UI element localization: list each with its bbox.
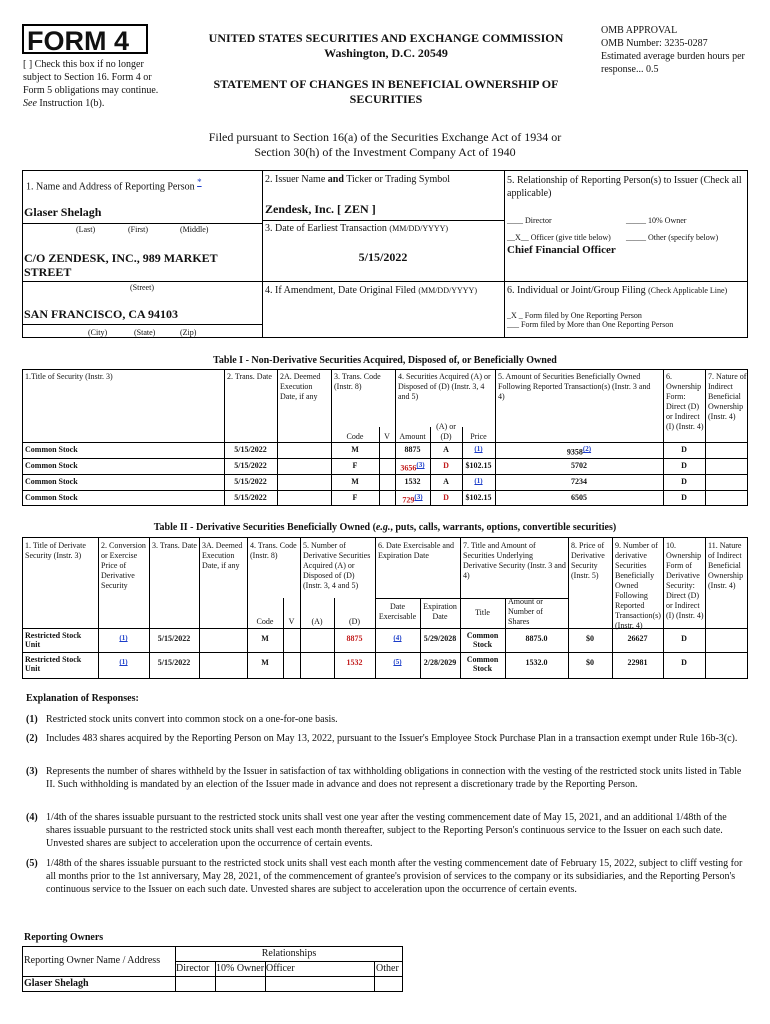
t1-security: Common Stock: [25, 461, 78, 470]
owners-col-other: Other: [376, 963, 399, 974]
t2-disposed: 1532: [346, 658, 363, 667]
t2-date: 5/15/2022: [157, 634, 191, 643]
owners-col-officer: Officer: [266, 963, 295, 974]
t2-price: $0: [586, 658, 594, 667]
t1-owned: 5702: [571, 461, 587, 470]
t2-form: D: [681, 658, 687, 667]
filed-line-2: Section 30(h) of the Investment Company Act of 1940: [254, 145, 516, 159]
t1-h-owned: 5. Amount of Securities Beneficially Owned Following Reported Transaction(s) (Instr. 3 and 4): [498, 372, 651, 401]
t1-h-deemed: 2A. Deemed Execution Date, if any: [280, 372, 321, 401]
agency-location: Washington, D.C. 20549: [324, 46, 448, 60]
t2-h-owned: 9. Number of derivative Securities Beneficially Owned Following Reported Transaction(s) (Instr. 4): [615, 541, 661, 630]
t2-h-shares: Amount or Number of Shares: [508, 597, 543, 626]
t2-owned: 22981: [627, 658, 648, 667]
t2-h-price: 8. Price of Derivative Security (Instr. 5): [571, 541, 605, 580]
earliest-transaction-date: 5/15/2022: [358, 250, 408, 264]
note-number: (5): [26, 858, 38, 869]
box6-label: 6. Individual or Joint/Group Filing (Check Applicable Line): [507, 285, 728, 296]
note-text: 1/4th of the shares issuable pursuant to the restricted stock units shall vest one year after the vesting commencement date of May 15, 2021, and an additional 1/48th of the shares issuable pursuant to the restricted stock units shall vest each month thereafter, subject to the Reporting Person's continuous service to the Issuer on each such date. Unvested shares are subject to acceleration upon the occurrence of certain events.: [46, 812, 727, 849]
label-city: (City): [88, 328, 108, 337]
t1-ad: A: [443, 477, 449, 486]
owners-title: Reporting Owners: [24, 932, 104, 943]
t1-code: M: [351, 477, 359, 486]
t2-disposed: 8875: [346, 634, 363, 643]
t1-h-form: 6. Ownership Form: Direct (D) or Indirect (I) (Instr. 4): [666, 372, 704, 431]
t2-price: $0: [586, 634, 594, 643]
statement-title: STATEMENT OF CHANGES IN BENEFICIAL OWNERSHIP OF SECURITIES: [213, 77, 559, 106]
one-person-filing[interactable]: _X _ Form filed by One Reporting Person: [507, 311, 642, 320]
note-text: 1/48th of the shares issuable pursuant to the restricted stock units shall vest each month after the vesting commencement date of February 15, 2022, subject to cliff vesting for all months prior to the 1st anniversary, May 28, 2021, of the commencement of grantee's provision of services to the company or its subsidiaries, and the Reporting Person's continuous service to the Issuer on each such date. Unvested shares are subject to acceleration upon the occurrence of certain events.: [46, 858, 743, 895]
officer-title: Chief Financial Officer: [507, 244, 616, 256]
t2-h-title-sub: Title: [475, 608, 490, 617]
t2-date: 5/15/2022: [157, 658, 191, 667]
t1-date: 5/15/2022: [234, 461, 267, 470]
omb-approval: OMB APPROVAL: [601, 25, 678, 36]
t2-code: M: [261, 634, 269, 643]
t1-code: M: [351, 445, 359, 454]
t1-h-amount: Amount: [399, 432, 426, 441]
owners-col-relationships: Relationships: [261, 948, 317, 959]
t1-security: Common Stock: [25, 477, 78, 486]
director-check[interactable]: ____ Director: [507, 216, 552, 225]
label-first: (First): [128, 225, 148, 234]
t2-h-exercisable: 6. Date Exercisable and Expiration Date: [378, 541, 454, 560]
t2-h-exp: Expiration Date: [423, 602, 457, 621]
omb-box: [601, 24, 761, 76]
t2-h-v: V: [288, 617, 295, 626]
t1-owned: 6505: [571, 493, 587, 502]
t1-date: 5/15/2022: [234, 477, 267, 486]
t1-form: D: [681, 477, 687, 486]
reporting-person-street: C/O ZENDESK, INC., 989 MARKET STREET: [24, 251, 218, 279]
note-number: (4): [26, 812, 38, 823]
label-zip: (Zip): [180, 328, 197, 337]
form-title: FORM 4: [22, 24, 148, 54]
t1-h-title: 1.Title of Security (Instr. 3): [25, 372, 113, 381]
t1-h-price: Price: [470, 432, 487, 441]
agency-title: UNITED STATES SECURITIES AND EXCHANGE COMMISSION: [208, 31, 564, 45]
t1-amount: 1532: [404, 477, 421, 486]
label-street: (Street): [130, 283, 154, 292]
t2-expiration: 5/29/2028: [423, 634, 457, 643]
t1-h-code: 3. Trans. Code (Instr. 8): [334, 372, 381, 391]
t2-underlying-title: Common Stock: [466, 655, 499, 673]
t1-h-nature: 7. Nature of Indirect Beneficial Ownership (Instr. 4): [708, 372, 747, 421]
t2-underlying-title: Common Stock: [466, 631, 499, 649]
see-prefix: See: [23, 98, 37, 109]
explanation-title: Explanation of Responses:: [26, 693, 139, 704]
see-reference: Instruction 1(b).: [39, 98, 105, 109]
t2-expiration: 2/28/2029: [423, 658, 457, 667]
note-text: Restricted stock units convert into common stock on a one-for-one basis.: [46, 714, 338, 725]
check-box-text[interactable]: [ ] Check this box if no longer subject to Section 16. Form 4 or Form 5 obligations may continue.: [23, 59, 159, 96]
owners-col-director: Director: [176, 963, 210, 974]
t1-amount: 8875: [404, 445, 421, 454]
t2-h-conv: 2. Conversion or Exercise Price of Derivative Security: [101, 541, 146, 590]
issuer-name: Zendesk, Inc. [ ZEN ]: [265, 202, 376, 216]
check-box-note: [23, 58, 171, 110]
box2-label: 2. Issuer Name and Ticker or Trading Symbol: [265, 174, 451, 185]
footnote-link[interactable]: (1): [474, 445, 483, 453]
t2-security: Restricted Stock Unit: [25, 631, 82, 649]
t2-h-underlying: 7. Title and Amount of Securities Underlying Derivative Security (Instr. 3 and 4): [463, 541, 566, 580]
t2-shares: 1532.0: [525, 658, 548, 667]
t1-h-v: V: [384, 432, 390, 441]
explanation-note: [26, 811, 746, 850]
t2-h-d: (D): [348, 617, 361, 626]
table1-title: Table I - Non-Derivative Securities Acquired, Disposed of, or Beneficially Owned: [213, 355, 557, 366]
note-number: (2): [26, 733, 38, 744]
t1-date: 5/15/2022: [234, 493, 267, 502]
owners-col-name: Reporting Owner Name / Address: [24, 955, 161, 966]
officer-check[interactable]: __X__ Officer (give title below): [507, 233, 611, 242]
t2-exercisable-footnote[interactable]: (5): [393, 658, 402, 666]
t1-ad: A: [443, 445, 449, 454]
explanation-note: [26, 732, 746, 745]
owners-row-name: Glaser Shelagh: [24, 978, 89, 989]
filed-pursuant: [120, 130, 650, 160]
box4-label: 4. If Amendment, Date Original Filed (MM/DD/YYYY): [265, 285, 477, 296]
filed-line-1: Filed pursuant to Section 16(a) of the Securities Exchange Act of 1934 or: [208, 130, 562, 144]
t2-h-date: 3. Trans. Date: [152, 541, 197, 550]
t2-conversion-footnote[interactable]: (1): [119, 634, 128, 642]
t2-h-nature: 11. Nature of Indirect Beneficial Ownership (Instr. 4): [708, 541, 744, 590]
t2-exercisable-footnote[interactable]: (4): [393, 634, 402, 642]
t1-ad: D: [443, 493, 449, 502]
t1-h-date: 2. Trans. Date: [227, 372, 272, 381]
t2-h-title: 1. Title of Derivate Security (Instr. 3): [25, 541, 86, 560]
t2-h-date-ex: Date Exercisable: [378, 602, 417, 621]
label-state: (State): [134, 328, 156, 337]
t2-h-code-sub: Code: [256, 617, 274, 626]
reporting-person-city: SAN FRANCISCO, CA 94103: [24, 307, 179, 321]
t1-price: $102.15: [465, 493, 492, 502]
t1-price: $102.15: [465, 461, 492, 470]
box3-label: 3. Date of Earliest Transaction (MM/DD/YYYY): [265, 223, 449, 234]
box1-footnote-link[interactable]: *: [197, 177, 202, 187]
t1-h-aord: (A) or (D): [436, 422, 456, 441]
group-filing[interactable]: ___ Form filed by More than One Reporting Person: [507, 320, 674, 329]
t2-h-form: 10. Ownership Form of Derivative Security: Direct (D) or Indirect (I) (Instr. 4): [666, 541, 704, 620]
t1-form: D: [681, 445, 687, 454]
t1-price: [462, 445, 495, 457]
note-number: (1): [26, 714, 38, 725]
t1-owned: 9358(2): [566, 445, 592, 457]
reporting-person-name: Glaser Shelagh: [24, 205, 102, 219]
omb-burden: Estimated average burden hours per response... 0.5: [601, 51, 745, 75]
box1-label: 1. Name and Address of Reporting Person *: [26, 177, 202, 193]
note-number: (3): [26, 766, 38, 777]
t2-code: M: [261, 658, 269, 667]
table2-title: Table II - Derivative Securities Beneficially Owned (e.g., puts, calls, warrants, options, convertible securities): [153, 522, 617, 533]
t1-h-code-sub: Code: [346, 432, 364, 441]
t1-form: D: [681, 493, 687, 502]
owners-col-ten-pct: 10% Owner: [216, 963, 265, 974]
t1-ad: D: [443, 461, 449, 470]
t1-date: 5/15/2022: [234, 445, 267, 454]
t2-shares: 8875.0: [525, 634, 548, 643]
t1-amount: 3656(3): [400, 461, 425, 473]
ten-pct-owner-check[interactable]: _____ 10% Owner: [626, 216, 687, 225]
t2-owned: 26627: [627, 634, 648, 643]
t2-h-number: 5. Number of Derivative Securities Acquired (A) or Disposed of (D) (Instr. 3, 4 and 5): [303, 541, 371, 590]
t2-h-a: (A): [311, 617, 323, 626]
t1-code: F: [352, 493, 358, 502]
other-check[interactable]: _____ Other (specify below): [626, 233, 719, 242]
footnote-link[interactable]: (1): [474, 477, 483, 485]
t2-h-code: 4. Trans. Code (Instr. 8): [250, 541, 297, 560]
label-middle: (Middle): [180, 225, 209, 234]
t2-security: Restricted Stock Unit: [25, 655, 82, 673]
t2-form: D: [681, 634, 687, 643]
note-text: Includes 483 shares acquired by the Reporting Person on May 13, 2022, pursuant to the Issuer's Employee Stock Purchase Plan in a transaction exempt under Rule 16b-3(c).: [46, 733, 738, 744]
t2-conversion-footnote[interactable]: (1): [119, 658, 128, 666]
label-last: (Last): [76, 225, 96, 234]
t1-amount: 729(3): [402, 493, 423, 505]
t1-h-acquired: 4. Securities Acquired (A) or Disposed of (D) (Instr. 3, 4 and 5): [398, 372, 491, 401]
t2-h-deemed: 3A. Deemed Execution Date, if any: [202, 541, 243, 570]
footnote-link[interactable]: (3): [416, 461, 425, 469]
t1-price: [462, 477, 495, 489]
explanation-note: [26, 713, 746, 726]
t1-form: D: [681, 461, 687, 470]
t1-owned: 7234: [571, 477, 587, 486]
box5-label: 5. Relationship of Reporting Person(s) to Issuer (Check all applicable): [507, 175, 742, 199]
explanation-note: [26, 765, 746, 791]
t1-security: Common Stock: [25, 493, 78, 502]
t1-security: Common Stock: [25, 445, 78, 454]
note-text: Represents the number of shares withheld by the Issuer in satisfaction of tax withholding obligations in connection with the vesting of the restricted stock units listed in Table II. Such withholding is mandated by an election of the Issuer made in advance and does not represent a discretionary trade by the Reporting Person.: [46, 766, 742, 790]
explanation-note: [26, 857, 746, 896]
footnote-link[interactable]: (3): [414, 493, 423, 501]
t1-code: F: [352, 461, 358, 470]
omb-number: OMB Number: 3235-0287: [601, 38, 708, 49]
footnote-link[interactable]: (2): [582, 445, 592, 453]
